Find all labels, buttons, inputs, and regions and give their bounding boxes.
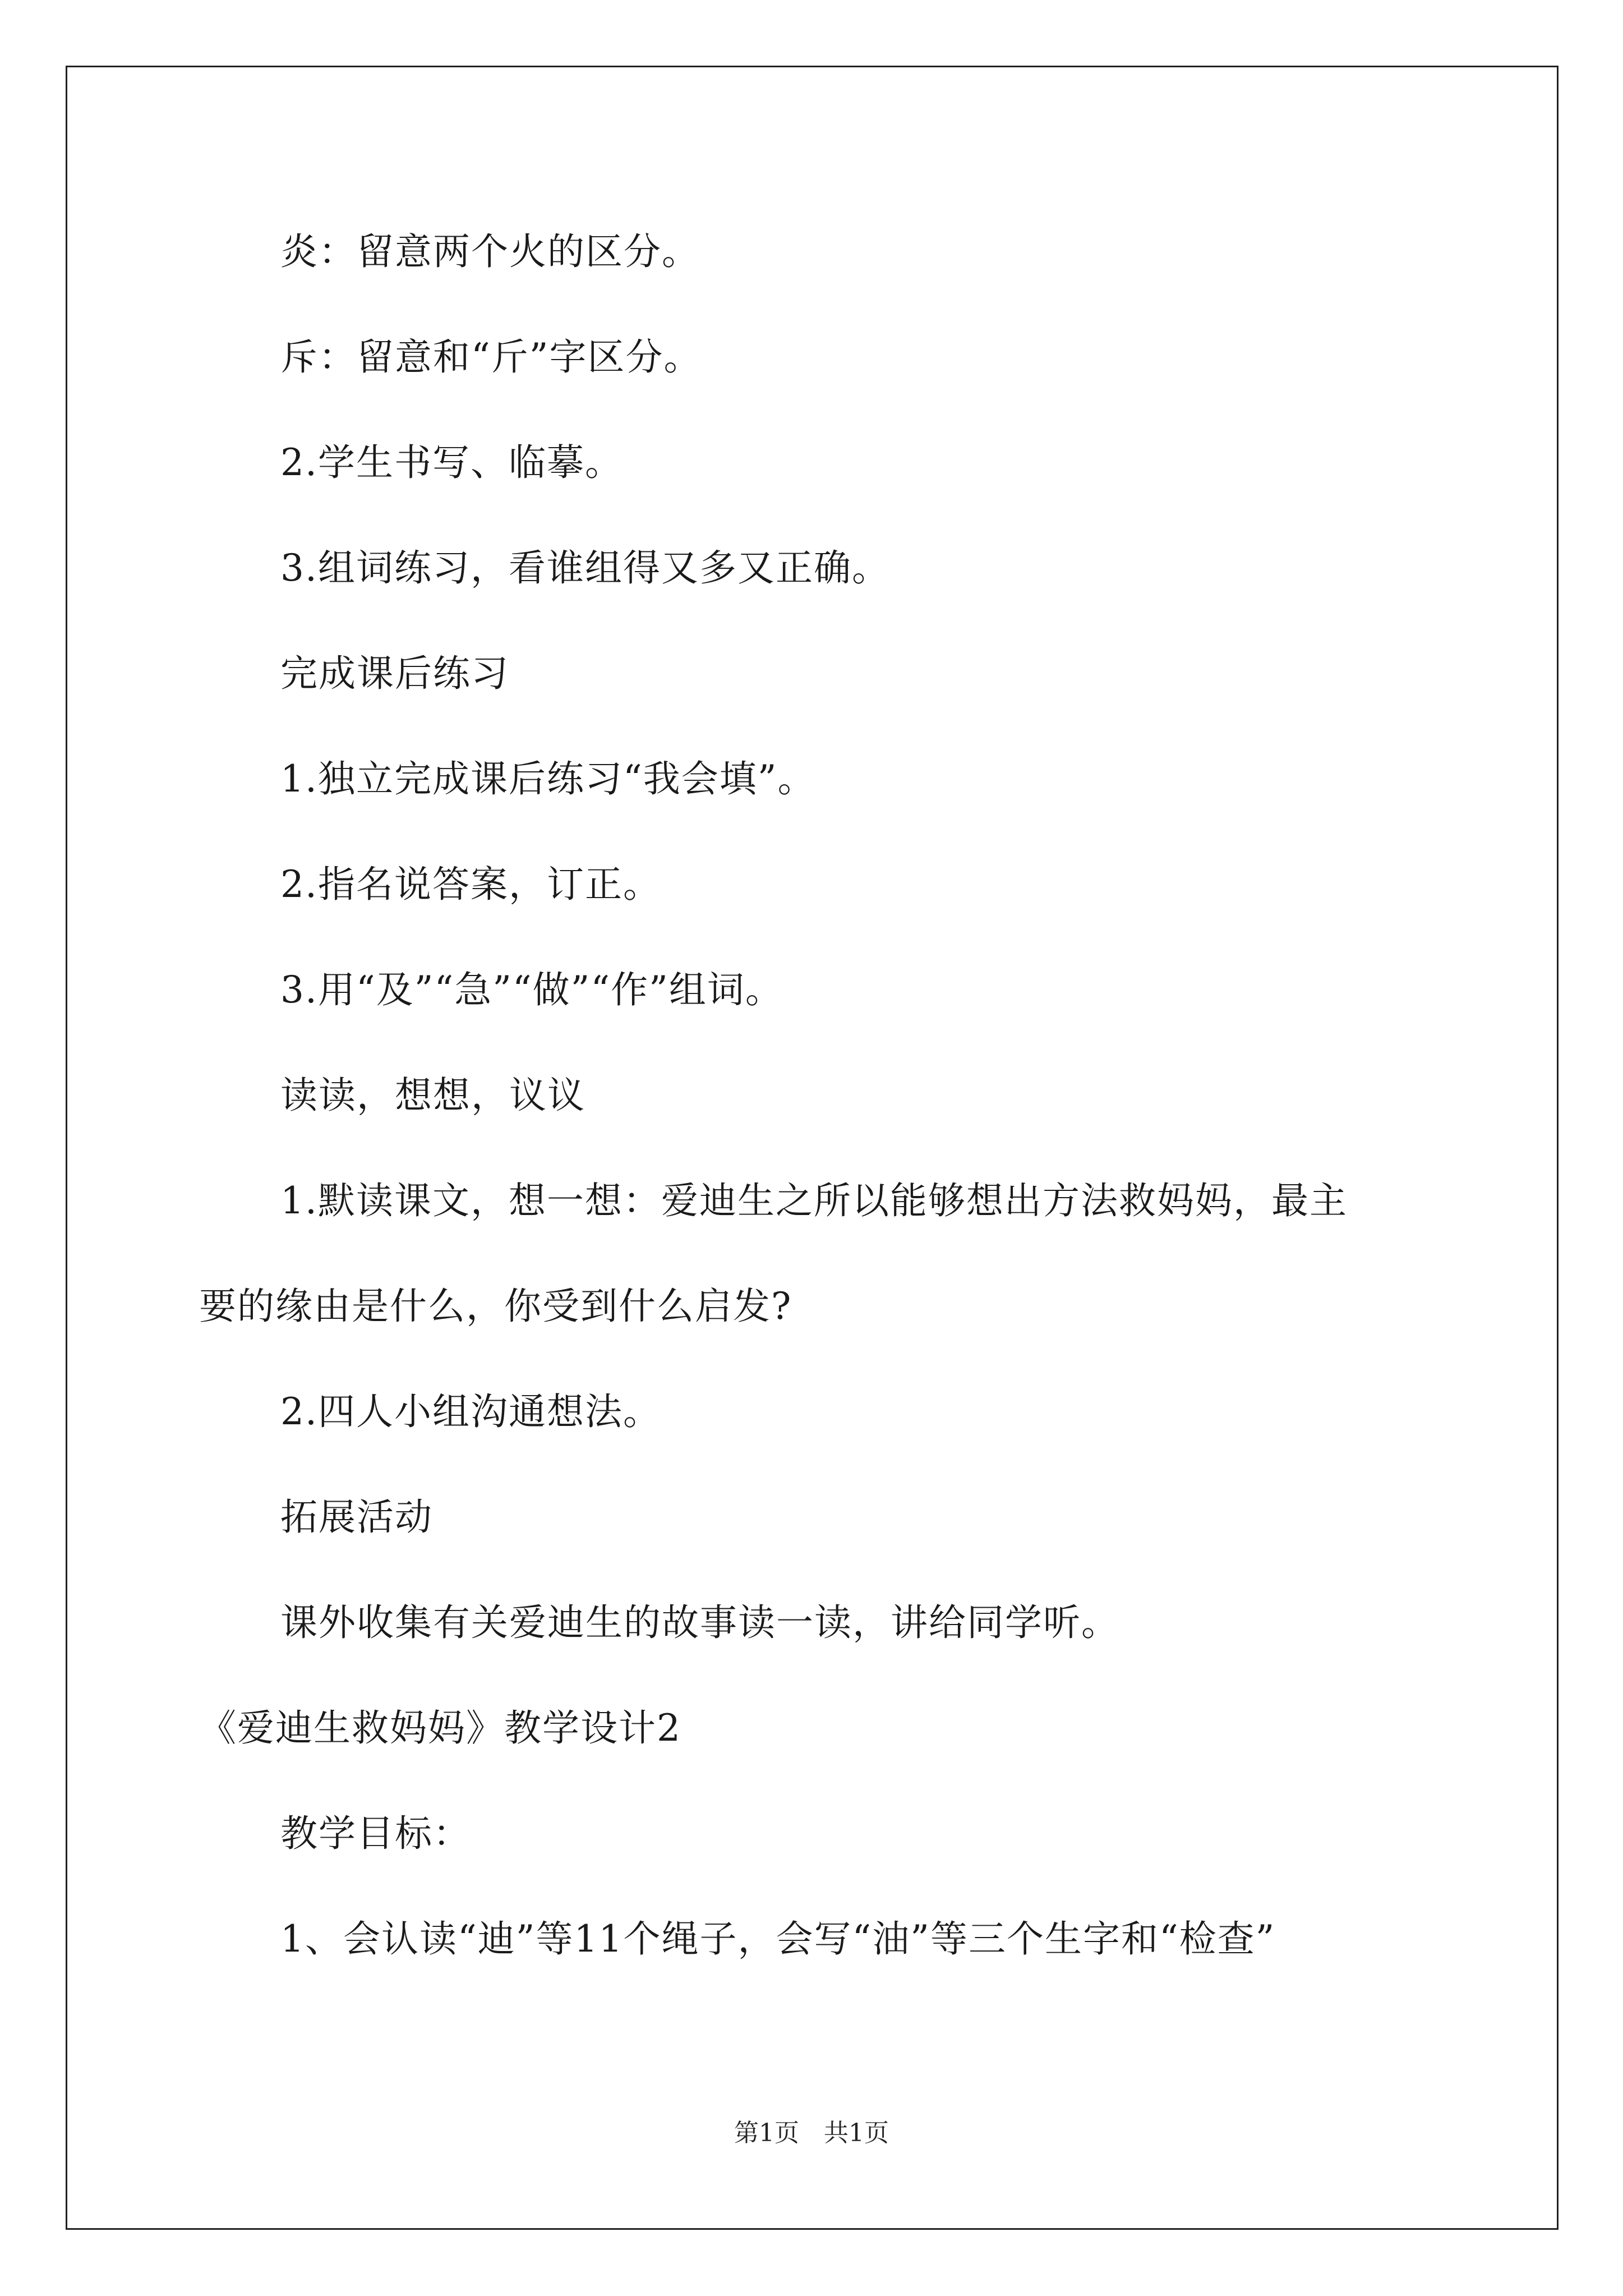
document-title: 《爱迪生救妈妈》教学设计2	[199, 1706, 681, 1750]
section-heading: 拓展活动	[280, 1496, 433, 1539]
text-line: 3.用“及”“急”“做”“作”组词。	[280, 968, 783, 1011]
text-line: 2.指名说答案，订正。	[280, 863, 661, 906]
page-frame	[66, 66, 1559, 2230]
text-line: 1.默读课文，想一想：爱迪生之所以能够想出方法救妈妈，最主	[280, 1179, 1348, 1222]
text-line: 2.四人小组沟通想法。	[280, 1390, 661, 1433]
page-footer: 第1页 共1页	[734, 2119, 889, 2147]
text-line: 炎：留意两个火的区分。	[280, 230, 700, 273]
text-line: 课外收集有关爱迪生的故事读一读，讲给同学听。	[280, 1601, 1119, 1644]
text-line: 1.独立完成课后练习“我会填”。	[280, 757, 816, 800]
section-heading: 读读，想想，议议	[280, 1074, 585, 1117]
text-line: 3.组词练习，看谁组得又多又正确。	[280, 546, 890, 590]
section-heading: 教学目标：	[280, 1812, 471, 1855]
text-line: 1、会认读“迪”等11个绳子，会写“油”等三个生字和“检查”	[280, 1917, 1276, 1961]
text-line: 2.学生书写、临摹。	[280, 441, 623, 484]
section-heading: 完成课后练习	[280, 652, 509, 695]
text-line: 要的缘由是什么，你受到什么启发?	[199, 1285, 792, 1328]
text-line: 斥：留意和“斤”字区分。	[280, 335, 702, 379]
